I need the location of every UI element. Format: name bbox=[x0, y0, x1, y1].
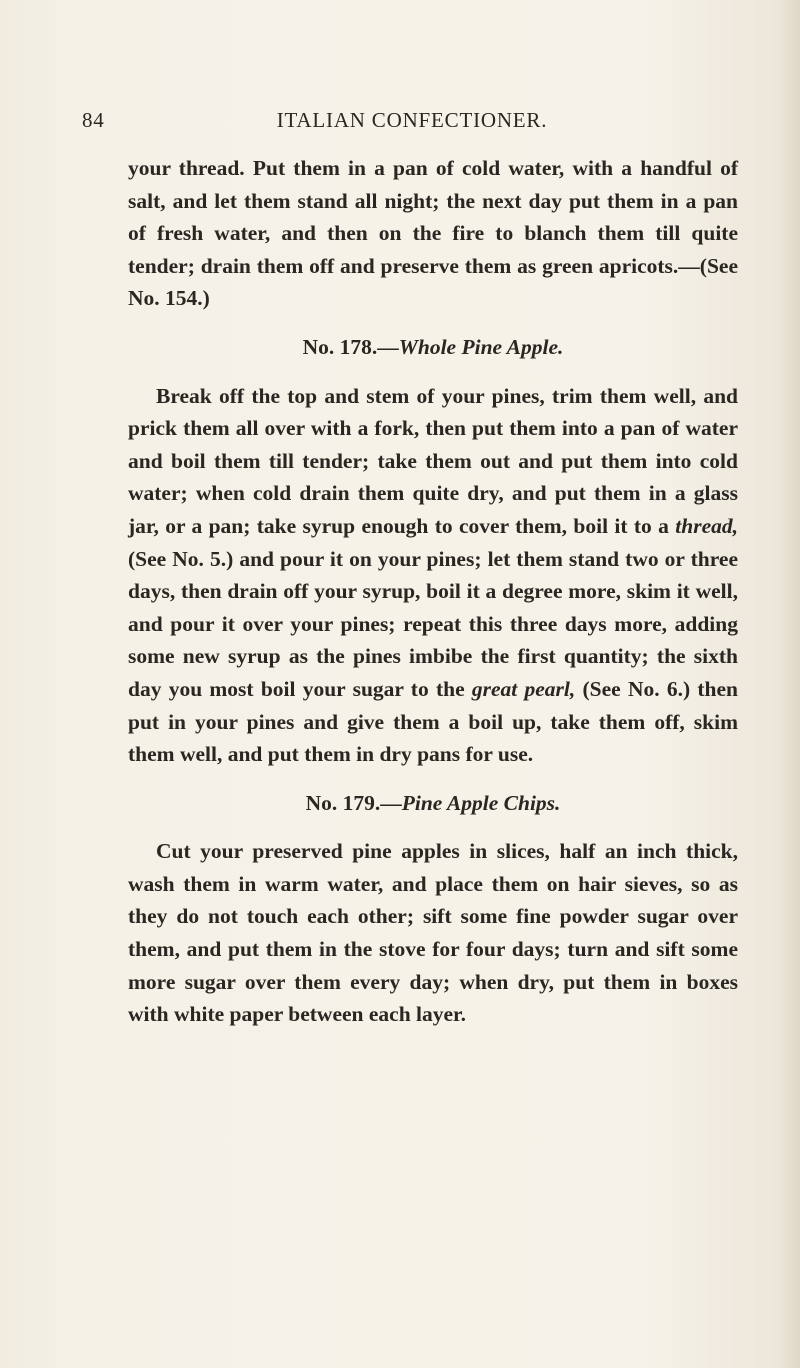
recipe-emphasis: thread, bbox=[675, 513, 738, 538]
recipe-number: No. 179.— bbox=[305, 790, 402, 815]
recipe-text-179: Cut your preserved pine apples in slices, half an inch thick, wash them in warm water, and place them on hair sieves, so as they do not touch each other; sift some fine powder sugar over them, and put them in the stove for four days; turn and sift some more sugar over them every day; when dry, put them in boxes with white paper between each layer. bbox=[128, 839, 738, 1027]
recipe-title: Whole Pine Apple. bbox=[398, 334, 564, 359]
recipe-text-part: Break off the top and stem of your pines, trim them well, and prick them all over with a fork, then put them into a pan of water and boil them till tender; take them out and put them into cold water; when cold drain them quite dry, and put them in a glass jar, or a pan; take syrup enough to cover them, boil it to a bbox=[128, 383, 738, 538]
page-header bbox=[82, 108, 742, 138]
recipe-heading-179 bbox=[128, 787, 738, 820]
recipe-heading-178 bbox=[128, 331, 738, 364]
recipe-title: Pine Apple Chips. bbox=[401, 790, 561, 815]
continued-paragraph: your thread. Put them in a pan of cold water, with a handful of salt, and let them stand all night; the next day put them in a pan of fresh water, and then on the fire to blanch them till quite tender; drain them off and preserve them as green apricots.—(See No. 154.) bbox=[128, 156, 738, 311]
recipe-number: No. 178.— bbox=[302, 334, 399, 359]
page-body bbox=[128, 152, 738, 1031]
recipe-emphasis: great pearl, bbox=[471, 676, 576, 701]
running-head: ITALIAN CONFECTIONER. bbox=[276, 108, 548, 132]
page-edge-shadow bbox=[778, 0, 800, 1368]
recipe-text-178 bbox=[128, 380, 738, 771]
recipe-text-part: (See No. 6.) then put in your pines and give them a boil up, take them off, skim them well, and put them in dry pans for use. bbox=[128, 676, 738, 767]
page-number: 84 bbox=[82, 108, 105, 132]
recipe-text-part: (See No. 5.) and pour it on your pines; let them stand two or three days, then drain off your syrup, boil it a degree more, skim it well, and pour it over your pines; repeat this three days more, adding some new syrup as the pines imbibe the first quantity; the sixth day you most boil your sugar to the bbox=[128, 546, 738, 701]
